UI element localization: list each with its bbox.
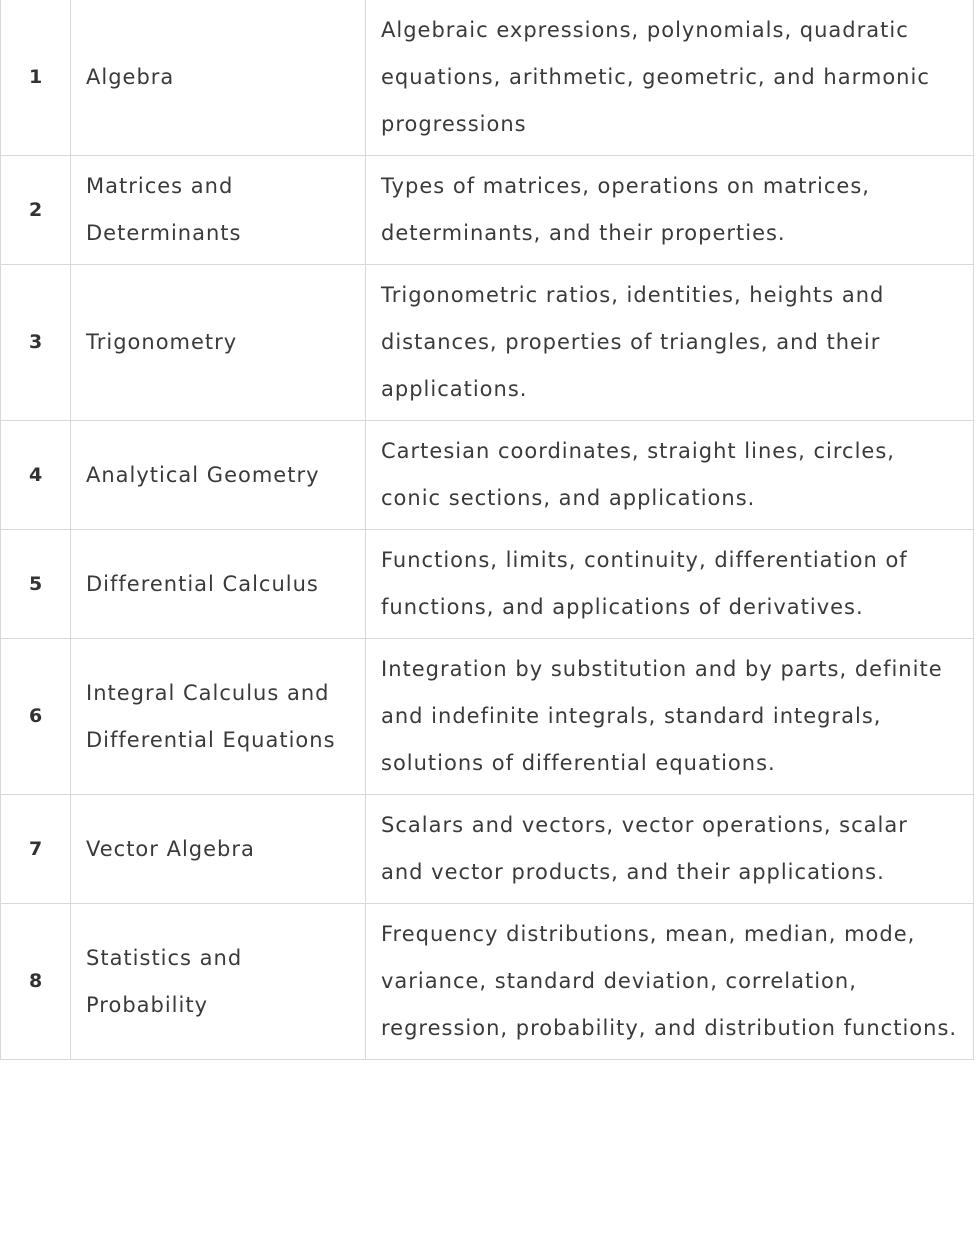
unit-topics: Frequency distributions, mean, median, mode, variance, standard deviation, correlation, regression, probability, and distribution functions. (366, 904, 974, 1060)
unit-name: Integral Calculus and Differential Equations (71, 639, 366, 795)
unit-topics: Algebraic expressions, polynomials, quadratic equations, arithmetic, geometric, and harmonic progressions (366, 0, 974, 156)
row-number: 5 (1, 530, 71, 639)
table-row (1, 639, 974, 795)
unit-topics: Functions, limits, continuity, differentiation of functions, and applications of derivatives. (366, 530, 974, 639)
unit-topics: Integration by substitution and by parts, definite and indefinite integrals, standard integrals, solutions of differential equations. (366, 639, 974, 795)
unit-name: Trigonometry (71, 265, 366, 421)
unit-name: Algebra (71, 0, 366, 156)
row-number: 8 (1, 904, 71, 1060)
table-row (1, 265, 974, 421)
row-number: 3 (1, 265, 71, 421)
unit-name: Statistics and Probability (71, 904, 366, 1060)
unit-topics: Scalars and vectors, vector operations, scalar and vector products, and their applications. (366, 795, 974, 904)
unit-name: Analytical Geometry (71, 421, 366, 530)
table-row (1, 530, 974, 639)
row-number: 4 (1, 421, 71, 530)
row-number: 1 (1, 0, 71, 156)
table-row (1, 904, 974, 1060)
row-number: 2 (1, 156, 71, 265)
row-number: 6 (1, 639, 71, 795)
unit-topics: Types of matrices, operations on matrices, determinants, and their properties. (366, 156, 974, 265)
unit-topics: Cartesian coordinates, straight lines, circles, conic sections, and applications. (366, 421, 974, 530)
table-row (1, 421, 974, 530)
table-row (1, 156, 974, 265)
unit-name: Differential Calculus (71, 530, 366, 639)
table-row (1, 795, 974, 904)
table-row (1, 0, 974, 156)
unit-name: Matrices and Determinants (71, 156, 366, 265)
row-number: 7 (1, 795, 71, 904)
unit-topics: Trigonometric ratios, identities, heights and distances, properties of triangles, and their applications. (366, 265, 974, 421)
unit-name: Vector Algebra (71, 795, 366, 904)
